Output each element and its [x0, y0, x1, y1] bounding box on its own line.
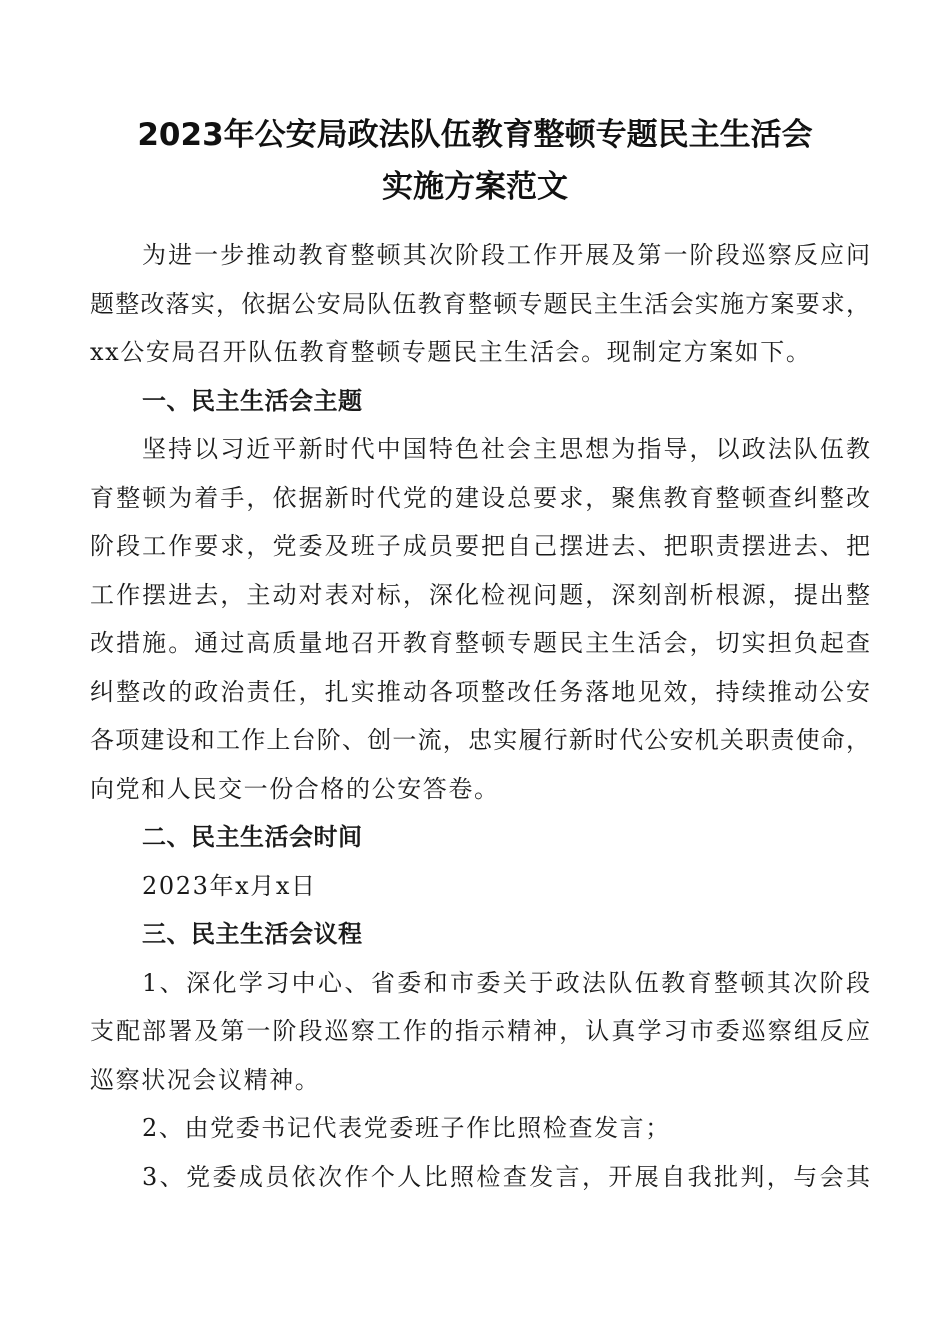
- section1-line: 育整顿为着手，依据新时代党的建设总要求，聚焦教育整顿查纠整改: [90, 483, 870, 512]
- intro-line: 题整改落实，依据公安局队伍教育整顿专题民主生活会实施方案要求，: [90, 289, 870, 318]
- document-title-line-1: 2023年公安局政法队伍教育整顿专题民主生活会: [137, 117, 813, 153]
- section1-line: 向党和人民交一份合格的公安答卷。: [90, 774, 500, 803]
- section1-line: 坚持以习近平新时代中国特色社会主思想为指导，以政法队伍教: [142, 435, 870, 463]
- section1-line: 工作摆进去，主动对表对标，深化检视问题，深刻剖析根源，提出整: [90, 580, 870, 609]
- agenda-item-1-line: 巡察状况会议精神。: [90, 1065, 321, 1094]
- agenda-item-2: 2、由党委书记代表党委班子作比照检查发言；: [142, 1114, 671, 1142]
- section-heading-theme: 一、民主生活会主题: [142, 386, 363, 415]
- section1-line: 阶段工作要求，党委及班子成员要把自己摆进去、把职责摆进去、把: [90, 532, 870, 560]
- agenda-item-3: 3、党委成员依次作个人比照检查发言，开展自我批判，与会其: [142, 1162, 870, 1191]
- section1-line: 各项建设和工作上台阶、创一流，忠实履行新时代公安机关职责使命，: [90, 726, 870, 754]
- agenda-item-1-line: 1、深化学习中心、省委和市委关于政法队伍教育整顿其次阶段: [142, 968, 870, 997]
- section-heading-time: 二、民主生活会时间: [142, 823, 363, 851]
- document-body: [90, 231, 870, 1201]
- section1-line: 纠整改的政治责任，扎实推动各项整改任务落地见效，持续推动公安: [90, 677, 870, 706]
- meeting-date: 2023年x月x日: [142, 871, 317, 900]
- intro-line: 为进一步推动教育整顿其次阶段工作开展及第一阶段巡察反应问: [142, 241, 870, 269]
- section-heading-agenda: 三、民主生活会议程: [142, 920, 363, 948]
- document-title-line-2: 实施方案范文: [382, 169, 568, 205]
- section1-line: 改措施。通过高质量地召开教育整顿专题民主生活会，切实担负起查: [90, 629, 870, 657]
- agenda-item-1-line: 支配部署及第一阶段巡察工作的指示精神，认真学习市委巡察组反应: [90, 1017, 870, 1045]
- intro-line: xx公安局召开队伍教育整顿专题民主生活会。现制定方案如下。: [90, 338, 812, 366]
